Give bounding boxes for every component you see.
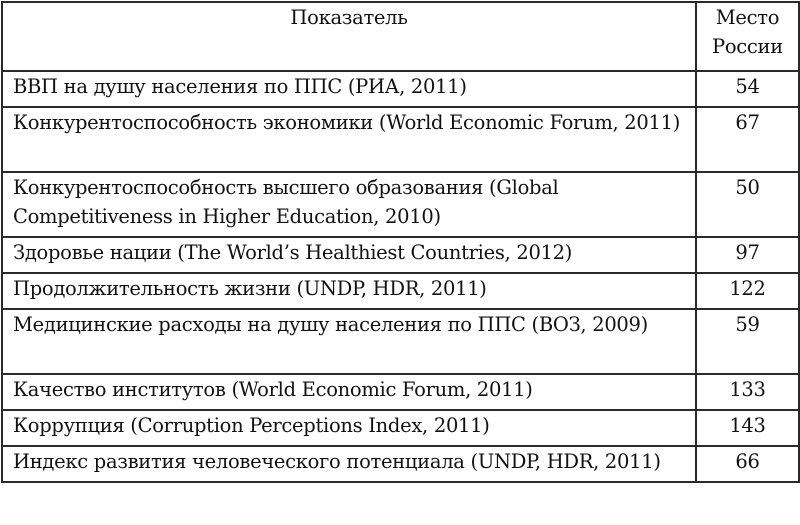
indicator-cell: Конкурентоспособность экономики (World Economic Forum, 2011) [2,107,696,172]
indicator-cell: Индекс развития человеческого потенциала (UNDP, HDR, 2011) [2,446,696,482]
table-row [2,410,799,446]
table-row [2,273,799,309]
indicator-cell: Продолжительность жизни (UNDP, HDR, 2011) [2,273,696,309]
table-row [2,374,799,410]
indicator-cell: Качество институтов (World Economic Forum, 2011) [2,374,696,410]
rank-cell: 50 [696,172,799,237]
rank-cell: 97 [696,237,799,273]
rank-cell: 67 [696,107,799,172]
indicator-cell: Конкурентоспособность высшего образования (Global Competitiveness in Higher Education, 2010) [2,172,696,237]
table-row [2,172,799,237]
indicator-cell: Здоровье нации (The World’s Healthiest Countries, 2012) [2,237,696,273]
header-row [2,2,799,71]
rank-cell: 54 [696,71,799,107]
header-indicator: Показатель [2,2,696,71]
header-rank: Место России [696,2,799,71]
ranking-table [1,1,800,483]
rank-cell: 133 [696,374,799,410]
table-row [2,71,799,107]
rank-cell: 59 [696,309,799,374]
indicator-cell: Коррупция (Corruption Perceptions Index, 2011) [2,410,696,446]
rank-cell: 66 [696,446,799,482]
indicator-cell: ВВП на душу населения по ППС (РИА, 2011) [2,71,696,107]
rank-cell: 122 [696,273,799,309]
table-row [2,309,799,374]
table-row [2,446,799,482]
rank-cell: 143 [696,410,799,446]
indicator-cell: Медицинские расходы на душу населения по ППС (ВОЗ, 2009) [2,309,696,374]
table-row [2,237,799,273]
table-row [2,107,799,172]
